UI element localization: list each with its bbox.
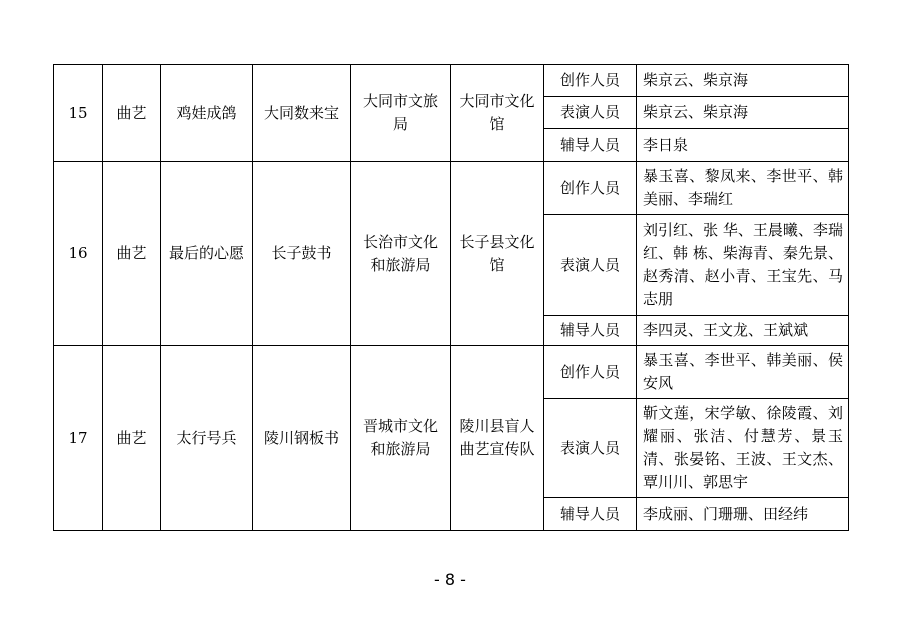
- entry-producer: 长子县文化馆: [451, 162, 544, 346]
- role-names: 暴玉喜、黎凤来、李世平、韩美丽、李瑞红: [637, 162, 849, 215]
- role-names: 柴京云、柴京海: [637, 65, 849, 97]
- role-label: 辅导人员: [544, 498, 637, 531]
- role-label: 创作人员: [544, 346, 637, 399]
- entry-recommender: 大同市文旅局: [351, 65, 451, 162]
- entry-genre: 大同数来宝: [253, 65, 351, 162]
- role-label: 表演人员: [544, 399, 637, 498]
- entry-category: 曲艺: [103, 65, 161, 162]
- entry-producer: 陵川县盲人曲艺宣传队: [451, 346, 544, 531]
- role-label: 创作人员: [544, 162, 637, 215]
- table-row: [54, 162, 849, 215]
- page-number: - 8 -: [434, 570, 466, 589]
- role-names: 暴玉喜、李世平、韩美丽、侯安风: [637, 346, 849, 399]
- role-names: 李成丽、门珊珊、田经纬: [637, 498, 849, 531]
- entry-number: 15: [54, 65, 103, 162]
- entry-genre: 陵川钢板书: [253, 346, 351, 531]
- entry-category: 曲艺: [103, 346, 161, 531]
- role-names: 李四灵、王文龙、王斌斌: [637, 316, 849, 346]
- entry-title: 太行号兵: [161, 346, 253, 531]
- role-names: 柴京云、柴京海: [637, 97, 849, 129]
- role-names: 靳文莲，宋学敏、徐陵霞、刘耀丽、张洁、付慧芳、景玉清、张晏铭、王波、王文杰、覃川川、郭思宇: [637, 399, 849, 498]
- role-label: 表演人员: [544, 97, 637, 129]
- role-label: 辅导人员: [544, 316, 637, 346]
- role-label: 表演人员: [544, 215, 637, 316]
- entry-genre: 长子鼓书: [253, 162, 351, 346]
- role-label: 创作人员: [544, 65, 637, 97]
- role-names: 李日泉: [637, 129, 849, 162]
- entry-title: 鸡娃成鸽: [161, 65, 253, 162]
- entry-number: 16: [54, 162, 103, 346]
- entry-recommender: 长治市文化和旅游局: [351, 162, 451, 346]
- entry-category: 曲艺: [103, 162, 161, 346]
- entry-title: 最后的心愿: [161, 162, 253, 346]
- awards-table: [53, 64, 849, 531]
- table-row: [54, 65, 849, 97]
- role-names: 刘引红、张 华、王晨曦、李瑞红、韩 栋、柴海青、秦先景、赵秀清、赵小青、王宝先、马志朋: [637, 215, 849, 316]
- role-label: 辅导人员: [544, 129, 637, 162]
- entry-number: 17: [54, 346, 103, 531]
- table-row: [54, 346, 849, 399]
- entry-recommender: 晋城市文化和旅游局: [351, 346, 451, 531]
- entry-producer: 大同市文化馆: [451, 65, 544, 162]
